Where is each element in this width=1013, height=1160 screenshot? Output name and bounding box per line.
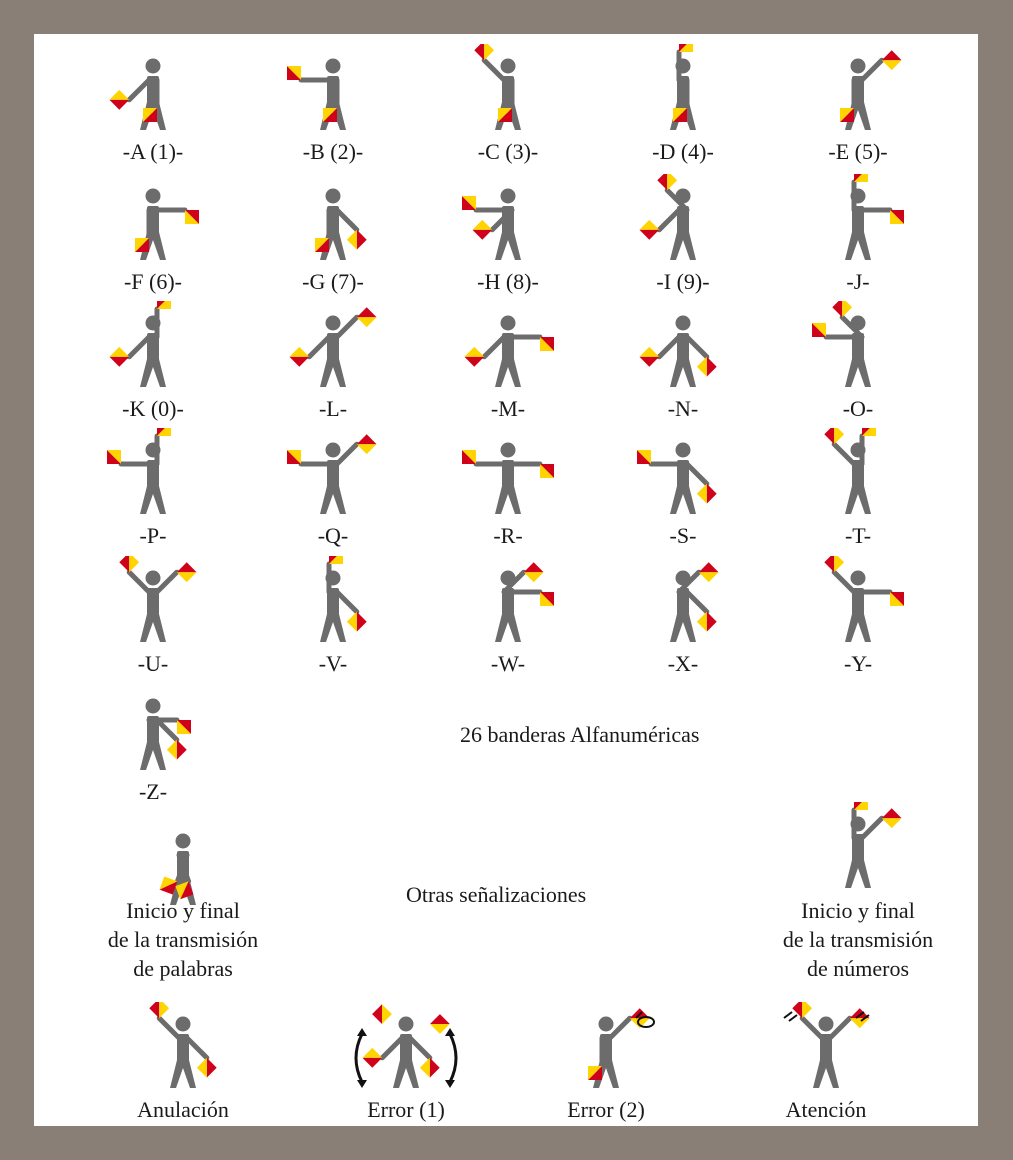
semaphore-figure — [639, 316, 716, 388]
signal-m — [438, 301, 578, 421]
figure-graphic — [613, 44, 753, 140]
signal-z — [83, 684, 223, 804]
signal-h — [438, 174, 578, 294]
legs — [495, 486, 521, 514]
signal-a — [83, 44, 223, 164]
signal-f — [83, 174, 223, 294]
flag-left — [824, 556, 844, 572]
signal-label: -E (5)- — [828, 139, 888, 164]
semaphore-figure — [315, 189, 367, 261]
semaphore-figure — [462, 443, 554, 515]
signal-label: Anulación — [137, 1097, 229, 1122]
right-arm — [687, 592, 707, 612]
semaphore-figure — [362, 1017, 439, 1089]
signal-numbers — [788, 802, 928, 898]
flag-right — [185, 210, 199, 224]
right-arm — [862, 60, 882, 80]
flag-right — [472, 220, 492, 240]
figure-graphic — [788, 802, 928, 898]
semaphore-figure — [792, 1002, 869, 1088]
signal-u — [83, 556, 223, 676]
semaphore-figure — [670, 44, 696, 130]
signal-k — [83, 301, 223, 421]
legs — [845, 232, 871, 260]
signal-error-1 — [336, 1002, 476, 1122]
signal-n — [613, 301, 753, 421]
legs — [320, 486, 346, 514]
flag-right — [157, 301, 171, 309]
signal-label: Error (2) — [567, 1097, 645, 1122]
left-arm — [129, 337, 149, 357]
signal-label: -X- — [667, 651, 699, 676]
semaphore-figure — [109, 301, 171, 387]
label-words-line1: Inicio y final — [126, 898, 240, 923]
flag-right — [498, 108, 512, 122]
semaphore-figure — [474, 44, 521, 130]
legs — [170, 1060, 196, 1088]
label-numbers-line3: de números — [806, 956, 910, 981]
legs — [320, 359, 346, 387]
figure-graphic — [438, 44, 578, 140]
left-arm — [659, 337, 679, 357]
head — [676, 443, 691, 458]
flag-right — [357, 434, 377, 454]
signal-p — [83, 428, 223, 548]
head — [146, 571, 161, 586]
signal-error-2 — [536, 1002, 676, 1122]
semaphore-figure — [812, 301, 871, 387]
signal-label: -R- — [493, 523, 523, 548]
figure-graphic — [613, 556, 753, 652]
flag-left — [462, 450, 476, 464]
right-arm — [830, 1018, 850, 1038]
flag-left — [462, 196, 476, 210]
semaphore-figure — [840, 50, 902, 130]
figure-graphic — [788, 174, 928, 270]
label-words — [83, 896, 283, 983]
legs — [495, 614, 521, 642]
head — [501, 189, 516, 204]
head — [326, 316, 341, 331]
semaphore-figure — [119, 556, 196, 642]
flag-left — [119, 556, 139, 572]
legs — [495, 359, 521, 387]
flag-right — [862, 428, 876, 436]
flag-left — [329, 556, 343, 564]
semaphore-figure — [109, 59, 166, 131]
figure-graphic — [788, 44, 928, 140]
flag-right — [540, 592, 554, 606]
flag-right — [323, 108, 337, 122]
semaphore-figure — [637, 443, 717, 515]
right-arm — [157, 572, 177, 592]
left-arm — [382, 1038, 402, 1058]
legs — [140, 359, 166, 387]
semaphore-figure — [639, 174, 696, 260]
legs — [670, 614, 696, 642]
head — [326, 59, 341, 74]
signal-label: -H (8)- — [477, 269, 539, 294]
semaphore-figure — [670, 562, 719, 642]
head — [599, 1017, 614, 1032]
signal-label: -P- — [139, 523, 167, 548]
semaphore-figure — [159, 834, 196, 906]
figure-graphic — [438, 174, 578, 270]
figure-graphic — [756, 1002, 896, 1098]
signal-label: -D (4)- — [652, 139, 714, 164]
head — [501, 443, 516, 458]
signal-label: -J- — [846, 269, 870, 294]
signal-label: -G (7)- — [302, 269, 364, 294]
left-arm — [834, 572, 854, 592]
semaphore-figure — [845, 174, 904, 260]
flag-left — [315, 238, 329, 252]
head — [146, 189, 161, 204]
head — [676, 316, 691, 331]
legs — [813, 1060, 839, 1088]
signal-label: -K (0)- — [122, 396, 184, 421]
label-words-line2: de la transmisión — [107, 927, 259, 952]
legs — [140, 614, 166, 642]
signal-label: -M- — [490, 396, 526, 421]
signal-label: -A (1)- — [122, 139, 184, 164]
semaphore-figure — [495, 562, 554, 642]
figure-graphic — [263, 428, 403, 524]
figure-graphic — [336, 1002, 476, 1098]
left-arm — [802, 1018, 822, 1038]
chart-panel — [34, 34, 978, 1126]
signal-t — [788, 428, 928, 548]
left-arm — [309, 337, 329, 357]
heading-alphanumeric: 26 banderas Alfanuméricas — [460, 722, 700, 747]
signal-x — [613, 556, 753, 676]
flag-left — [109, 90, 129, 110]
signal-label: -L- — [318, 396, 348, 421]
semaphore-figure — [135, 189, 199, 261]
flag-left — [824, 428, 844, 444]
flag-left — [639, 347, 659, 367]
flag-right — [697, 357, 717, 377]
figure-graphic — [613, 428, 753, 524]
flag-right — [882, 808, 902, 828]
label-numbers-line2: de la transmisión — [782, 927, 934, 952]
figure-graphic — [788, 301, 928, 397]
flag-left — [135, 238, 149, 252]
signal-label: -O- — [842, 396, 874, 421]
left-arm — [484, 60, 504, 80]
flag-right — [540, 464, 554, 478]
legs — [393, 1060, 419, 1088]
signal-q — [263, 428, 403, 548]
semaphore-figure — [462, 189, 521, 261]
signal-b — [263, 44, 403, 164]
semaphore-figure — [107, 428, 171, 514]
legs — [140, 742, 166, 770]
legs — [670, 232, 696, 260]
signal-r — [438, 428, 578, 548]
flag-upper-left — [372, 1004, 392, 1024]
semaphore-figure — [824, 556, 904, 642]
head — [399, 1017, 414, 1032]
flag-left — [474, 44, 494, 60]
figure-graphic — [263, 301, 403, 397]
flag-left — [109, 347, 129, 367]
flag-right — [673, 108, 687, 122]
signal-g — [263, 174, 403, 294]
signal-label: -Q- — [317, 523, 349, 548]
legs — [845, 860, 871, 888]
signal-label: -C (3)- — [477, 139, 539, 164]
figure-graphic — [788, 428, 928, 524]
flag-right — [850, 1008, 870, 1028]
flag-left — [639, 220, 659, 240]
right-arm — [410, 1038, 430, 1058]
head — [851, 59, 866, 74]
flag-right — [890, 210, 904, 224]
signal-l — [263, 301, 403, 421]
flag-left — [679, 44, 693, 52]
figure-graphic — [536, 1002, 676, 1098]
signal-label: -T- — [844, 523, 872, 548]
left-arm — [129, 80, 149, 100]
figure-graphic — [263, 44, 403, 140]
signal-cancel — [113, 1002, 253, 1122]
legs — [845, 614, 871, 642]
flag-left — [699, 562, 719, 582]
legs — [670, 359, 696, 387]
flag-right — [882, 50, 902, 70]
right-arm — [862, 818, 882, 838]
legs — [845, 486, 871, 514]
signal-label: -F (6)- — [123, 269, 183, 294]
signal-j — [788, 174, 928, 294]
flag-left — [588, 1066, 602, 1080]
figure-graphic — [438, 556, 578, 652]
flag-right — [657, 174, 677, 190]
flag-left — [840, 108, 854, 122]
semaphore-figure — [588, 1008, 650, 1088]
signal-i — [613, 174, 753, 294]
head — [501, 316, 516, 331]
legs — [845, 359, 871, 387]
flag-left — [524, 562, 544, 582]
flag-left — [362, 1048, 382, 1068]
flag-right — [177, 562, 197, 582]
label-numbers — [758, 896, 958, 983]
flag-right — [890, 592, 904, 606]
flag-right — [540, 337, 554, 351]
signal-label: Atención — [785, 1097, 867, 1122]
semaphore-figure — [845, 802, 902, 888]
figure-graphic — [613, 301, 753, 397]
label-words-line3: de palabras — [133, 956, 233, 981]
legs — [320, 614, 346, 642]
right-arm — [337, 444, 357, 464]
head — [326, 443, 341, 458]
flag-right — [420, 1058, 440, 1078]
heading-other: Otras señalizaciones — [406, 882, 587, 907]
semaphore-figure — [824, 428, 876, 514]
figure-graphic — [613, 174, 753, 270]
flag-right — [697, 612, 717, 632]
flag-left — [149, 1002, 169, 1018]
head — [176, 834, 191, 849]
left-arm — [159, 1018, 179, 1038]
signal-label: Error (1) — [367, 1097, 445, 1122]
label-numbers-line1: Inicio y final — [801, 898, 915, 923]
right-arm — [610, 1018, 630, 1038]
signal-v — [263, 556, 403, 676]
right-arm — [687, 464, 707, 484]
head — [146, 699, 161, 714]
flag-right — [347, 230, 367, 250]
signal-s — [613, 428, 753, 548]
signal-label: -I (9)- — [656, 269, 710, 294]
semaphore-figure — [464, 316, 554, 388]
right-arm — [687, 337, 707, 357]
flag-left — [812, 323, 826, 337]
flag-right — [157, 428, 171, 436]
figure-graphic — [83, 301, 223, 397]
figure-graphic — [83, 174, 223, 270]
right-arm — [157, 720, 177, 740]
figure-graphic — [83, 44, 223, 140]
figure-graphic — [113, 1002, 253, 1098]
figure-graphic — [438, 301, 578, 397]
semaphore-figure — [149, 1002, 216, 1088]
flag-left — [637, 450, 651, 464]
semaphore-figure — [287, 434, 377, 514]
left-arm — [834, 444, 854, 464]
right-arm — [337, 210, 357, 230]
head — [851, 571, 866, 586]
flag-right — [357, 307, 377, 327]
signal-w — [438, 556, 578, 676]
figure-graphic — [83, 556, 223, 652]
figure-graphic — [788, 556, 928, 652]
signal-label: -U- — [137, 651, 169, 676]
signal-label: -V- — [318, 651, 348, 676]
right-arm — [187, 1038, 207, 1058]
signal-label: -Y- — [843, 651, 873, 676]
signal-e — [788, 44, 928, 164]
legs — [140, 486, 166, 514]
signal-y — [788, 556, 928, 676]
semaphore-figure — [140, 699, 191, 771]
legs — [670, 486, 696, 514]
signal-attention — [756, 1002, 896, 1122]
flag-left — [854, 174, 868, 182]
legs — [495, 232, 521, 260]
head — [326, 189, 341, 204]
flag-right — [143, 108, 157, 122]
head — [146, 59, 161, 74]
figure-graphic — [83, 684, 223, 780]
left-arm — [484, 337, 504, 357]
signal-label: -N- — [667, 396, 699, 421]
left-arm — [129, 572, 149, 592]
signal-label: -S- — [669, 523, 697, 548]
signal-label: -W- — [490, 651, 526, 676]
semaphore-figure — [289, 307, 376, 387]
figure-graphic — [83, 428, 223, 524]
flag-left — [289, 347, 309, 367]
flag-right — [167, 740, 187, 760]
flag-right — [197, 1058, 217, 1078]
flag-left — [854, 802, 868, 810]
right-arm — [337, 317, 357, 337]
flag-left — [177, 720, 191, 734]
figure-graphic — [263, 174, 403, 270]
right-arm — [337, 592, 357, 612]
flag-left — [287, 450, 301, 464]
signal-d — [613, 44, 753, 164]
semaphore-figure — [287, 59, 346, 131]
flag-right — [347, 612, 367, 632]
figure-graphic — [438, 428, 578, 524]
flag-right — [832, 301, 852, 317]
signal-label: -Z- — [138, 779, 168, 804]
signal-o — [788, 301, 928, 421]
left-arm — [659, 210, 679, 230]
signal-c — [438, 44, 578, 164]
flag-left — [107, 450, 121, 464]
semaphore-figure — [320, 556, 367, 642]
signal-label: -B (2)- — [302, 139, 364, 164]
head — [176, 1017, 191, 1032]
head — [819, 1017, 834, 1032]
flag-left — [464, 347, 484, 367]
figure-graphic — [263, 556, 403, 652]
flag-right — [697, 484, 717, 504]
flag-left — [287, 66, 301, 80]
head — [501, 59, 516, 74]
flag-upper-right — [430, 1014, 450, 1034]
